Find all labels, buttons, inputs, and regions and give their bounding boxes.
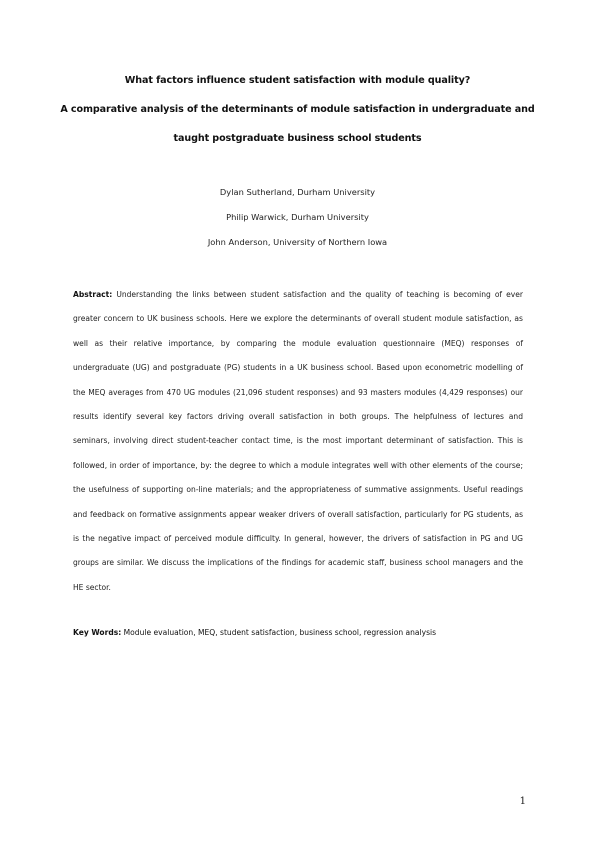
keywords [73,628,523,637]
author-2: Philip Warwick, Durham University [226,212,369,222]
title-line-2: A comparative analysis of the determinants of module satisfaction in undergraduate and [60,104,535,115]
abstract-label: Abstract: [73,290,113,299]
author-1: Dylan Sutherland, Durham University [219,187,376,197]
keywords-text: Module evaluation, MEQ, student satisfaction, business school, regression analysis [123,628,437,637]
title-line-3: taught postgraduate business school students [173,133,422,144]
abstract-text: Understanding the links between student satisfaction and the quality of teaching is becoming of ever greater concern to UK business schools. Here we explore the determinants of overall student module satisfaction, as well as their relative importance, by comparing the module evaluation questionnaire (MEQ) responses of undergraduate (UG) and postgraduate (PG) students in a UK business school. Based upon econometric modelling of the MEQ averages from 470 UG modules (21,096 student responses) and 93 masters modules (4,429 responses) our results identify several key factors driving overall satisfaction in both groups. The helpfulness of lectures and seminars, involving direct student-teacher contact time, is the most important determinant of satisfaction. This is followed, in order of importance, by: the degree to which a module integrates well with other elements of the course; the usefulness of supporting on-line materials; and the appropriateness of summative assignments. Useful readings and feedback on formative assignments appear weaker drivers of overall satisfaction, particularly for PG students, as is the negative impact of perceived module difficulty. In general, however, the drivers of satisfaction in PG and UG groups are similar. We discuss the implications of the findings for academic staff, business school managers and the HE sector. [73,290,523,592]
page-number: 1 [519,796,526,807]
abstract [73,283,523,600]
author-3: John Anderson, University of Northern Iowa [207,237,388,247]
title-line-1: What factors influence student satisfaction with module quality? [124,75,471,86]
keywords-label: Key Words: [73,628,122,637]
